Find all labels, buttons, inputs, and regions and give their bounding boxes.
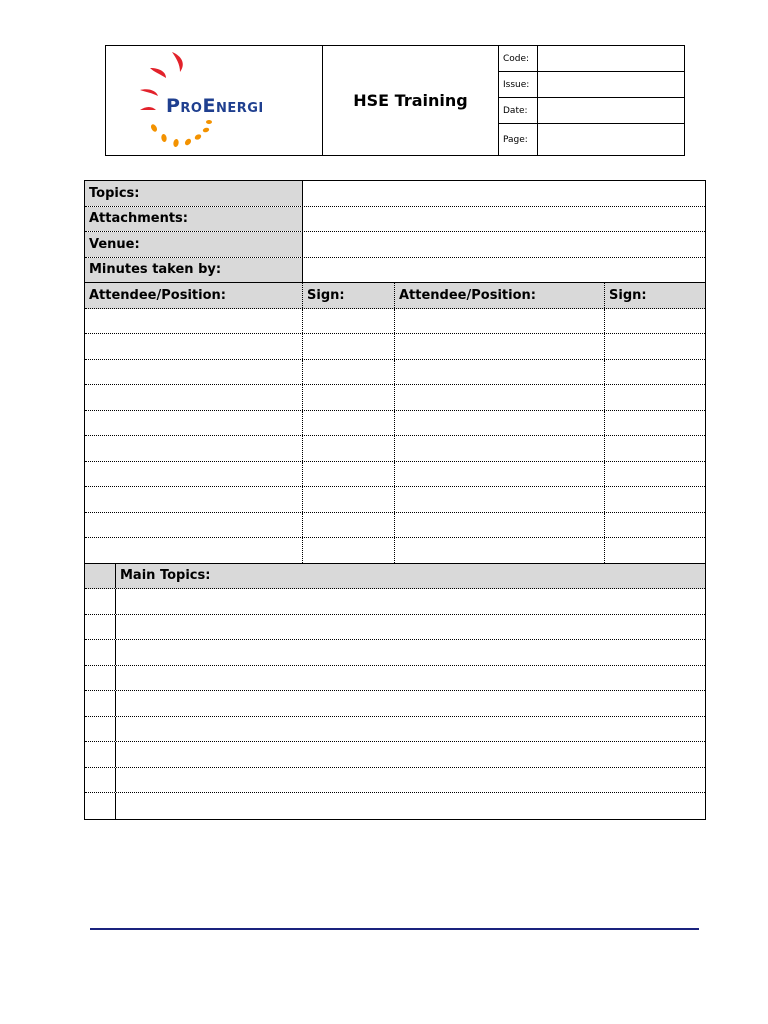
sign-cell[interactable] xyxy=(303,538,395,563)
sign-cell[interactable] xyxy=(605,334,705,359)
topic-row xyxy=(85,717,705,743)
topic-number-cell[interactable] xyxy=(85,793,116,819)
topic-number-cell[interactable] xyxy=(85,640,116,665)
sign-cell[interactable] xyxy=(605,513,705,538)
meta-label-page: Page: xyxy=(499,124,538,155)
venue-field[interactable] xyxy=(303,232,705,257)
topic-row xyxy=(85,640,705,666)
attendee-cell[interactable] xyxy=(85,309,303,334)
meta-row-date xyxy=(499,98,684,124)
attendee-row xyxy=(85,487,705,513)
sign-col-header-1: Sign: xyxy=(303,283,395,308)
sign-cell[interactable] xyxy=(605,436,705,461)
sign-cell[interactable] xyxy=(605,309,705,334)
meta-value-issue[interactable] xyxy=(538,72,684,97)
sign-cell[interactable] xyxy=(303,309,395,334)
topic-text-cell[interactable] xyxy=(116,589,705,614)
footer-divider xyxy=(90,928,699,930)
attendee-cell[interactable] xyxy=(395,334,605,359)
topic-number-cell[interactable] xyxy=(85,666,116,691)
attendee-cell[interactable] xyxy=(85,513,303,538)
sign-cell[interactable] xyxy=(605,385,705,410)
attendee-cell[interactable] xyxy=(85,334,303,359)
meta-value-code[interactable] xyxy=(538,46,684,71)
attendee-row xyxy=(85,360,705,386)
attendee-cell[interactable] xyxy=(395,309,605,334)
topic-text-cell[interactable] xyxy=(116,768,705,793)
attendee-cell[interactable] xyxy=(395,385,605,410)
sign-cell[interactable] xyxy=(605,462,705,487)
topic-text-cell[interactable] xyxy=(116,742,705,767)
topics-field[interactable] xyxy=(303,181,705,206)
topic-row xyxy=(85,793,705,819)
attendee-cell[interactable] xyxy=(85,462,303,487)
minutes-label: Minutes taken by: xyxy=(85,258,303,283)
topic-row xyxy=(85,615,705,641)
topic-number-cell[interactable] xyxy=(85,768,116,793)
attendee-row xyxy=(85,513,705,539)
attendee-cell[interactable] xyxy=(85,436,303,461)
sign-col-header-2: Sign: xyxy=(609,287,647,303)
training-form xyxy=(84,180,706,820)
meta-label-code: Code: xyxy=(499,46,538,71)
meta-row-page xyxy=(499,124,684,155)
main-topics-header: Main Topics: xyxy=(120,568,211,584)
topic-row xyxy=(85,589,705,615)
sign-cell[interactable] xyxy=(605,538,705,563)
document-header xyxy=(105,45,685,156)
topic-number-cell[interactable] xyxy=(85,742,116,767)
sign-cell[interactable] xyxy=(605,411,705,436)
attendee-cell[interactable] xyxy=(85,411,303,436)
venue-label: Venue: xyxy=(85,232,303,257)
minutes-field[interactable] xyxy=(303,258,705,283)
attendee-cell[interactable] xyxy=(85,538,303,563)
attendee-header-row xyxy=(85,283,705,309)
meta-label-issue: Issue: xyxy=(499,72,538,97)
attendee-row xyxy=(85,436,705,462)
document-title-text: HSE Training xyxy=(353,91,468,110)
sign-cell[interactable] xyxy=(303,385,395,410)
sign-cell[interactable] xyxy=(303,334,395,359)
document-meta xyxy=(499,46,684,155)
meta-row-issue xyxy=(499,72,684,98)
sign-cell[interactable] xyxy=(303,411,395,436)
sign-cell[interactable] xyxy=(303,487,395,512)
attendee-row xyxy=(85,411,705,437)
topic-row xyxy=(85,666,705,692)
attendee-cell[interactable] xyxy=(85,385,303,410)
info-row-topics xyxy=(85,181,705,207)
attendee-row xyxy=(85,334,705,360)
topic-text-cell[interactable] xyxy=(116,691,705,716)
attachments-field[interactable] xyxy=(303,207,705,232)
attendee-row xyxy=(85,462,705,488)
topic-row xyxy=(85,742,705,768)
sign-cell[interactable] xyxy=(303,436,395,461)
attendee-cell[interactable] xyxy=(395,360,605,385)
topic-row xyxy=(85,768,705,794)
topic-row xyxy=(85,691,705,717)
attendee-row xyxy=(85,385,705,411)
sign-cell[interactable] xyxy=(605,360,705,385)
topic-text-cell[interactable] xyxy=(116,615,705,640)
meta-row-code xyxy=(499,46,684,72)
info-row-venue xyxy=(85,232,705,258)
attendee-cell[interactable] xyxy=(395,487,605,512)
attendee-cell[interactable] xyxy=(85,487,303,512)
topic-text-cell[interactable] xyxy=(116,640,705,665)
meta-label-date: Date: xyxy=(499,98,538,123)
attendee-cell[interactable] xyxy=(395,538,605,563)
logo-wordmark: ProEnergi xyxy=(166,95,264,117)
topics-label: Topics: xyxy=(85,181,303,206)
sign-cell[interactable] xyxy=(605,487,705,512)
topic-number-cell[interactable] xyxy=(85,589,116,614)
main-topics-number-header xyxy=(85,564,116,589)
main-topics-header-row xyxy=(85,564,705,590)
document-title xyxy=(323,46,499,155)
attendee-cell[interactable] xyxy=(395,462,605,487)
attendee-cell[interactable] xyxy=(395,411,605,436)
logo-cell xyxy=(106,46,323,155)
attendee-row xyxy=(85,309,705,335)
sign-cell[interactable] xyxy=(303,360,395,385)
info-row-minutes xyxy=(85,258,705,284)
attendee-col-header-1: Attendee/Position: xyxy=(85,283,303,308)
sign-cell[interactable] xyxy=(303,462,395,487)
topic-number-cell[interactable] xyxy=(85,615,116,640)
attendee-cell[interactable] xyxy=(395,436,605,461)
info-row-attachments xyxy=(85,207,705,233)
topic-text-cell[interactable] xyxy=(116,793,705,819)
attachments-label: Attachments: xyxy=(85,207,303,232)
attendee-cell[interactable] xyxy=(85,360,303,385)
topic-number-cell[interactable] xyxy=(85,691,116,716)
attendee-row xyxy=(85,538,705,564)
meta-value-date[interactable] xyxy=(538,98,684,123)
meta-value-page[interactable] xyxy=(538,124,684,155)
topic-number-cell[interactable] xyxy=(85,717,116,742)
topic-text-cell[interactable] xyxy=(116,717,705,742)
attendee-col-header-2: Attendee/Position: xyxy=(395,283,605,308)
proenergi-logo xyxy=(106,46,322,155)
attendee-cell[interactable] xyxy=(395,513,605,538)
sign-cell[interactable] xyxy=(303,513,395,538)
topic-text-cell[interactable] xyxy=(116,666,705,691)
